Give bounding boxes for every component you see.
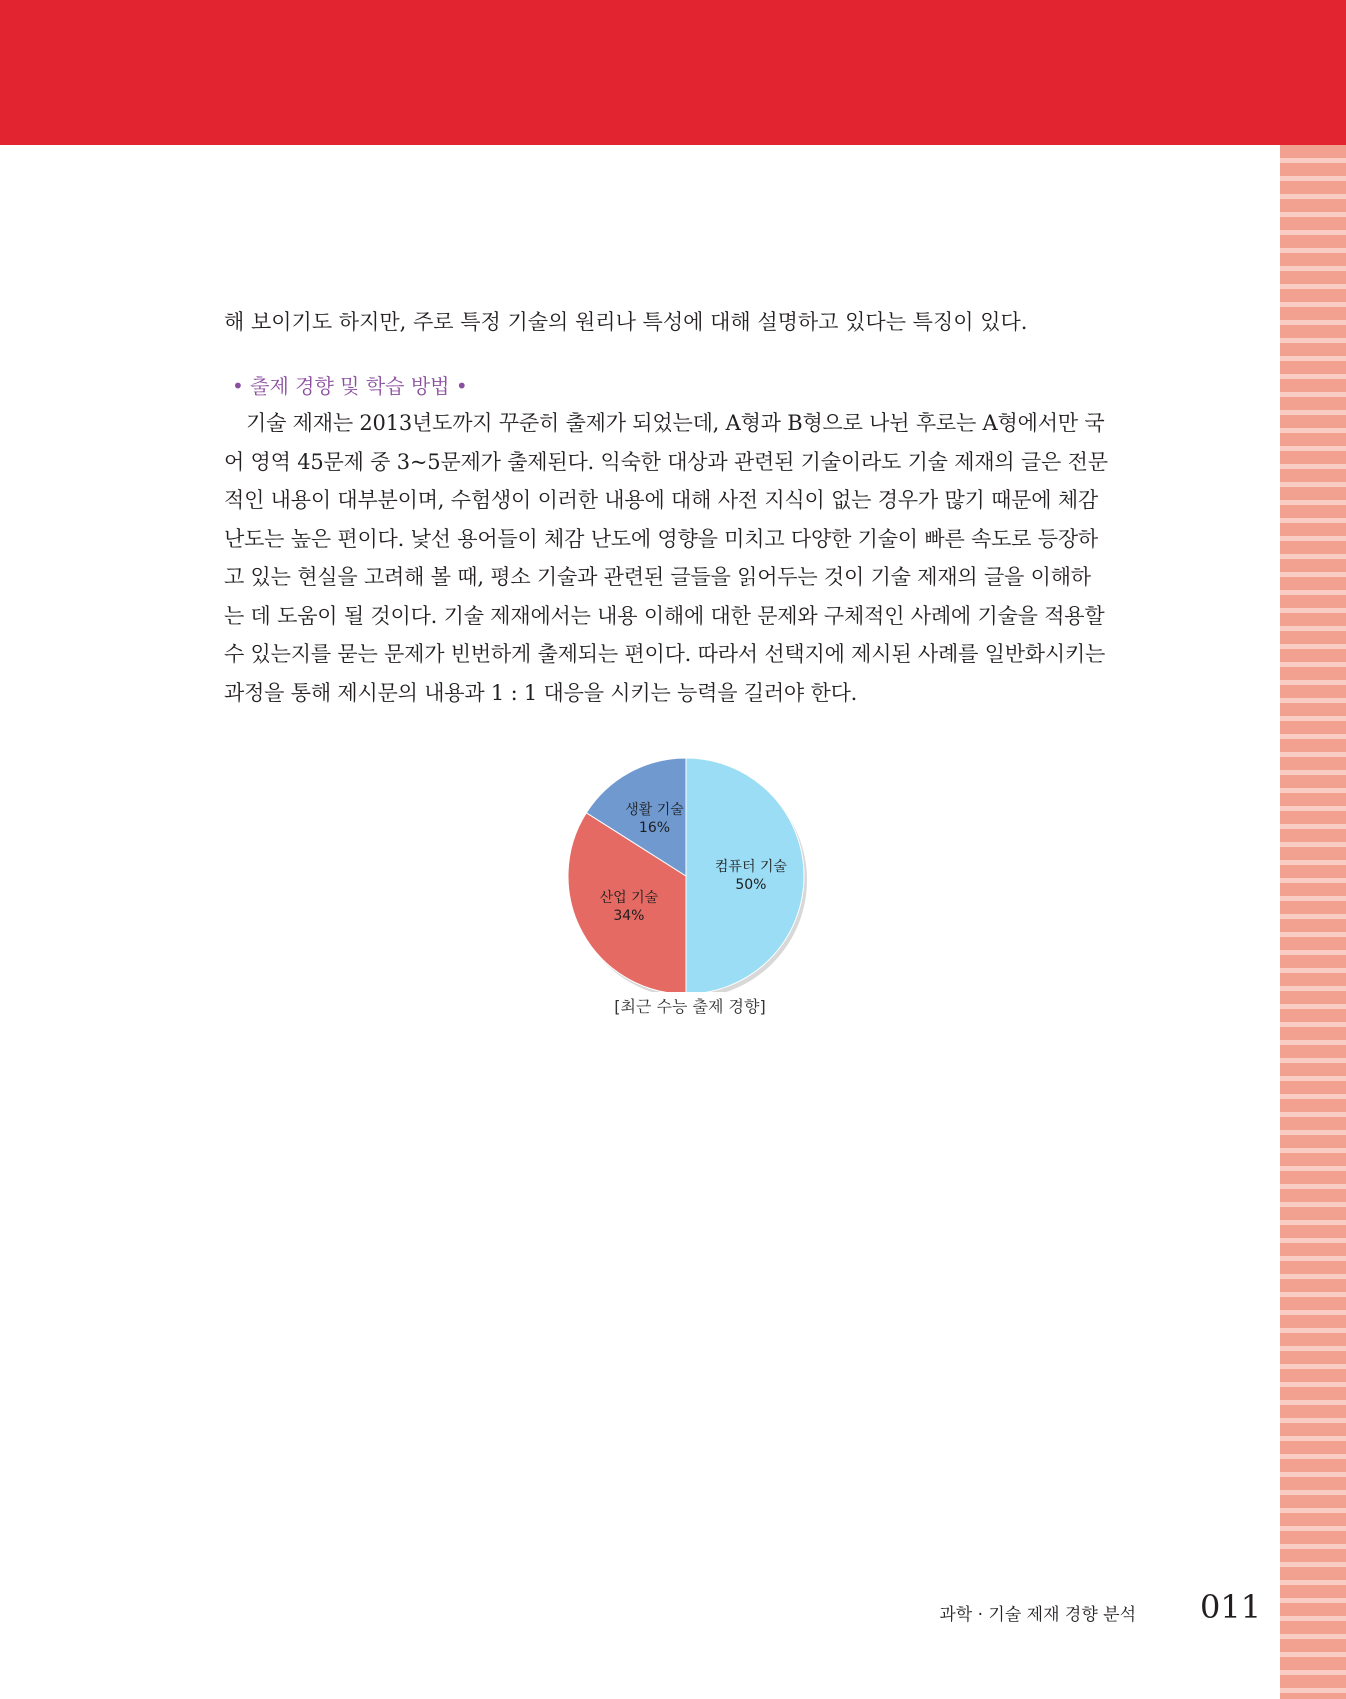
lead-text: 해 보이기도 하지만, 주로 특정 기술의 원리나 특성에 대해 설명하고 있다는 특징이 있다. [224,310,1028,334]
footer-title: 과학 · 기술 제재 경향 분석 [939,1605,1136,1625]
pie-slice-name: 생활 기술 [625,802,684,819]
body-line: 적인 내용이 대부분이며, 수험생이 이러한 내용에 대해 사전 지식이 없는 경우가 많기 때문에 체감 [224,488,1099,512]
body-line: 고 있는 현실을 고려해 볼 때, 평소 기술과 관련된 글들을 읽어두는 것이 기술 제재의 글을 이해하 [224,565,1091,589]
body-line: 난도는 높은 편이다. 낯선 용어들이 체감 난도에 영향을 미치고 다양한 기술이 빠른 속도로 등장하 [224,526,1099,551]
top-banner [0,0,1346,145]
pie-chart [560,742,820,1022]
body-line: 수 있는지를 묻는 문제가 빈번하게 출제되는 편이다. 따라서 선택지에 제시된 사례를 일반화시키는 [224,642,1106,666]
body-line: 기술 제재는 2013년도까지 꾸준히 출제가 되었는데, A형과 B형으로 나뉜 후로는 A형에서만 국 [246,411,1105,435]
pie-slice-name: 컴퓨터 기술 [714,859,787,875]
pie-slice-label [625,801,684,837]
pie-slice-value: 34% [613,908,645,925]
side-stripe [1280,145,1346,1699]
section-heading: • 출제 경향 및 학습 방법 • [232,374,468,398]
pie-slice-label [600,889,659,925]
body-line: 과정을 통해 제시문의 내용과 1 : 1 대응을 시키는 능력을 길러야 한다. [224,680,858,705]
chart-caption: [최근 수능 출제 경향] [614,997,766,1016]
pie-slice-value: 16% [638,820,671,837]
body-line: 어 영역 45문제 중 3~5문제가 출제된다. 익숙한 대상과 관련된 기술이라도 기술 제재의 글은 전문 [224,449,1108,474]
content [224,300,1144,712]
page-number: 011 [1200,1588,1262,1626]
pie-slice-name: 산업 기술 [599,890,659,907]
pie-slice-value: 50% [735,877,767,893]
body-line: 는 데 도움이 될 것이다. 기술 제재에서는 내용 이해에 대한 문제와 구체적인 사례에 기술을 적용할 [224,603,1105,628]
pie-slice-label [715,858,787,894]
section-body [224,404,1144,712]
